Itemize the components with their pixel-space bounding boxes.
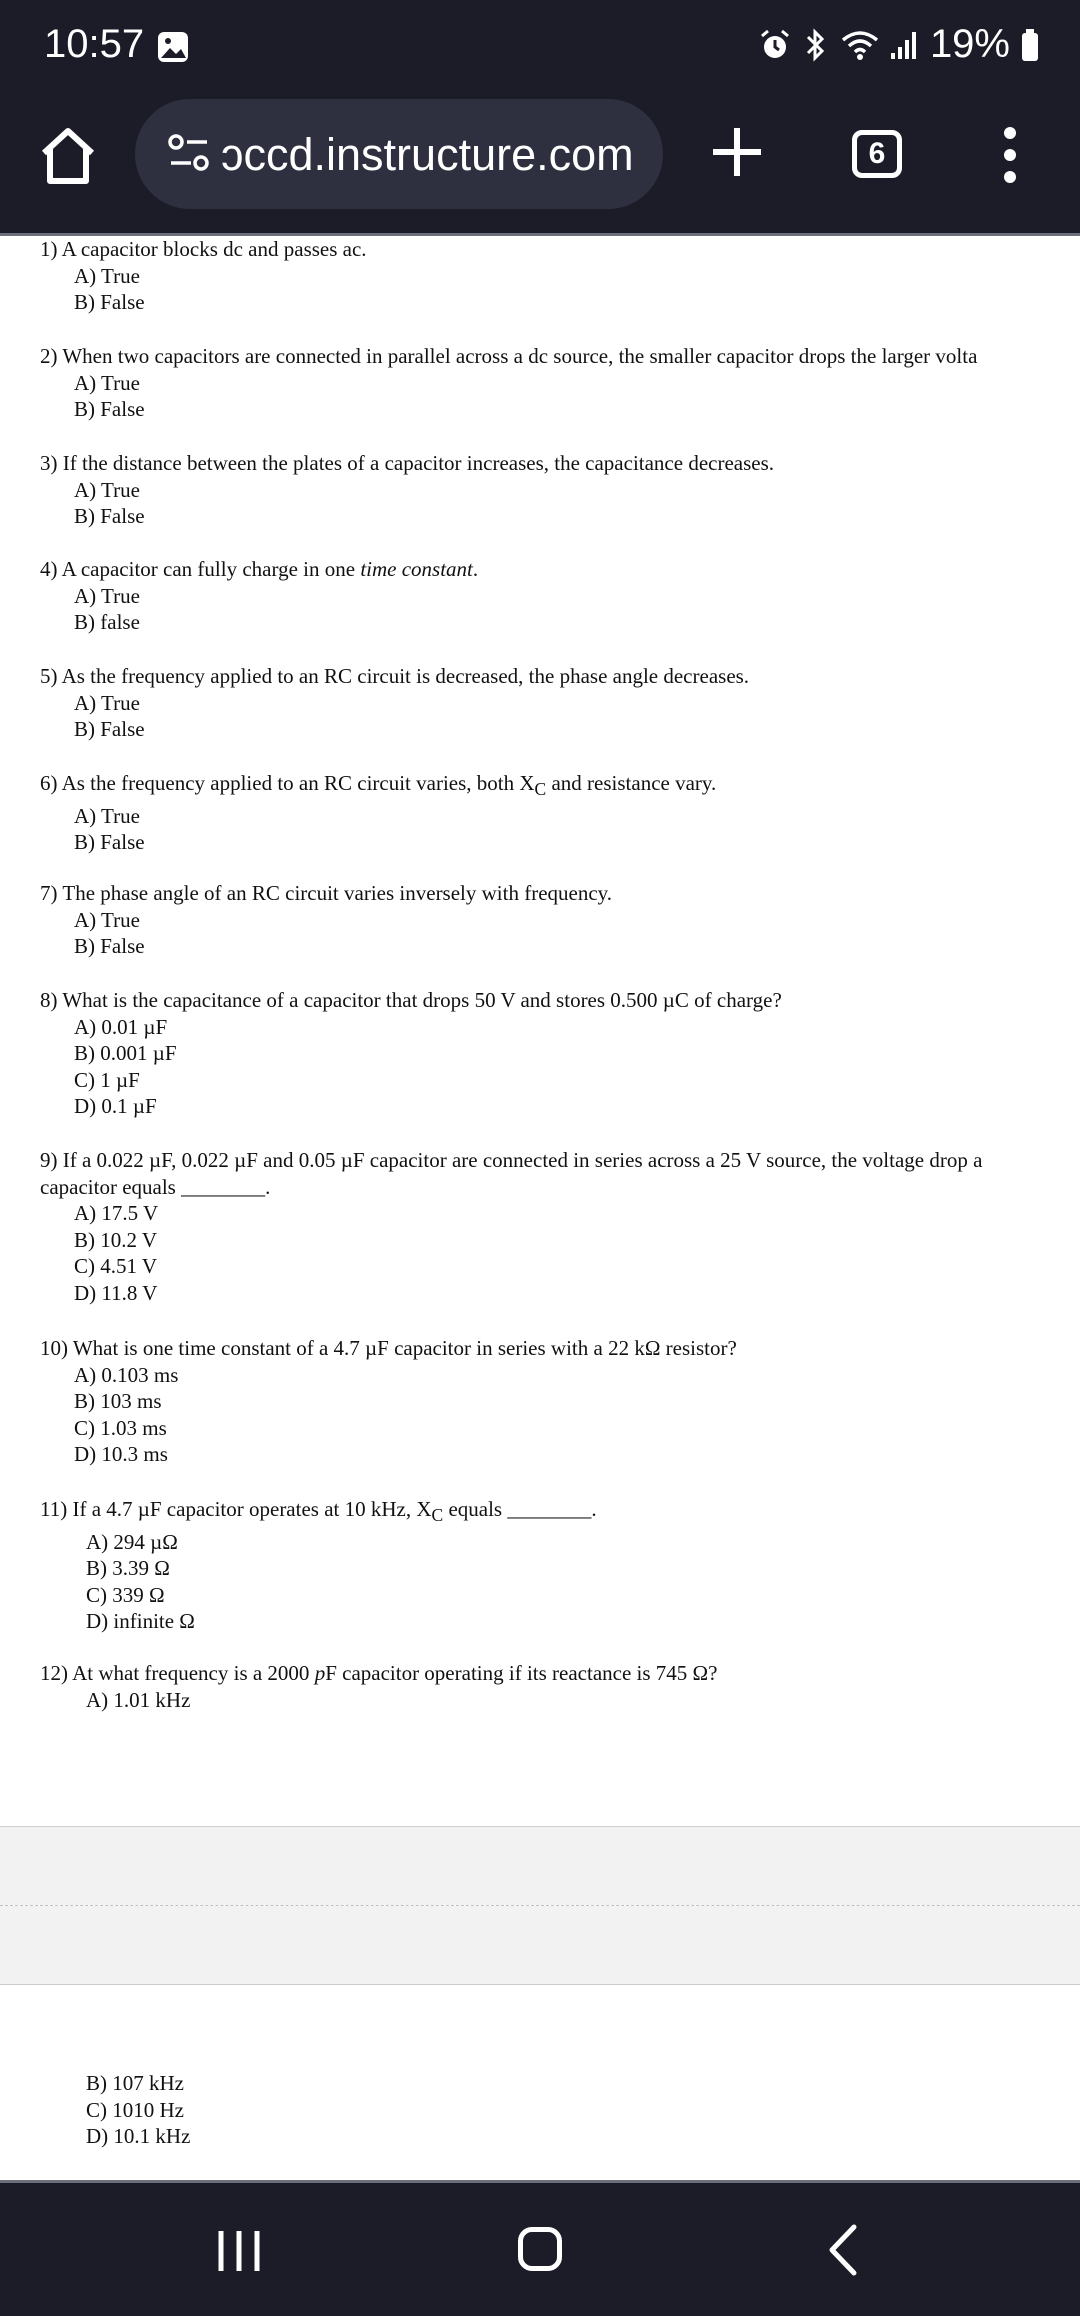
question-text: 4) A capacitor can fully charge in one time constant. [40,557,479,581]
signal-icon [890,29,920,61]
question-text: 12) At what frequency is a 2000 pF capacitor operating if its reactance is 745 Ω? [40,1661,718,1685]
question-2 [40,343,977,423]
answer-option[interactable]: A) 0.01 µF [74,1014,168,1039]
question-12-continued [40,2070,190,2150]
status-time: 10:57 [44,22,145,66]
answer-option[interactable]: B) 10.2 V [74,1227,158,1252]
question-text: 7) The phase angle of an RC circuit varies inversely with frequency. [40,881,613,905]
question-10 [40,1335,737,1468]
answer-option[interactable]: D) 11.8 V [74,1280,158,1305]
battery-icon [1020,28,1040,62]
wifi-icon [840,28,880,62]
answer-option[interactable]: A) True [74,263,140,288]
question-3 [40,450,774,530]
answer-option[interactable]: D) 10.3 ms [74,1442,168,1466]
status-bar [0,0,1080,95]
question-text: 6) As the frequency applied to an RC circuit varies, both $X_C$ and resistance vary. [40,771,717,800]
address-bar[interactable] [135,99,663,209]
answer-option[interactable]: B) False [74,934,145,958]
question-text: 9) If a 0.022 µF, 0.022 µF and 0.05 µF capacitor are connected in series across a 25 V source, the voltage drop a [40,1148,983,1172]
browser-toolbar [0,95,1080,233]
answer-option[interactable]: B) 3.39 Ω [86,1556,170,1581]
answer-option[interactable]: B) 103 ms [74,1389,162,1413]
answer-option[interactable]: A) True [74,583,140,608]
alarm-icon [758,28,792,62]
question-8 [40,987,782,1120]
answer-option[interactable]: B) False [74,504,145,528]
battery-percent: 19% [929,22,1010,66]
menu-icon[interactable] [995,125,1025,185]
nav-home-button[interactable] [518,2227,562,2271]
new-tab-icon[interactable] [710,125,764,179]
question-text: 8) What is the capacitance of a capacitor that drops 50 V and stores 0.500 µC of charge? [40,988,782,1012]
answer-option[interactable]: C) 4.51 V [74,1254,158,1278]
answer-option[interactable]: A) 0.103 ms [74,1362,179,1387]
question-text-continued: capacitor equals ________. [40,1174,271,1199]
answer-option[interactable]: A) True [74,370,140,395]
answer-option[interactable]: D) infinite Ω [86,1609,195,1634]
question-4 [40,556,478,636]
question-text: 10) What is one time constant of a 4.7 µF capacitor in series with a 22 kΩ resistor? [40,1336,737,1360]
question-11 [40,1496,597,1635]
question-1 [40,236,367,316]
gallery-icon [156,30,190,64]
answer-option[interactable]: C) 1010 Hz [86,2097,184,2122]
recent-apps-icon[interactable] [216,2229,262,2273]
home-icon[interactable] [38,123,98,189]
page-break-bottom [0,1906,1080,1985]
question-7 [40,880,612,960]
answer-option[interactable]: B) False [74,397,145,421]
bluetooth-icon [802,27,830,63]
answer-option[interactable]: A) True [74,477,140,502]
page-break-top [0,1826,1080,1905]
answer-option[interactable]: B) False [74,717,145,741]
answer-option[interactable]: A) 17.5 V [74,1201,159,1225]
answer-option[interactable]: C) 1.03 ms [74,1415,167,1440]
status-icons [758,22,1040,67]
site-settings-icon[interactable] [167,133,211,173]
answer-option[interactable]: A) 294 µΩ [86,1529,178,1554]
answer-option[interactable]: C) 339 Ω [86,1582,165,1607]
answer-option[interactable]: B) false [74,610,140,634]
answer-option[interactable]: A) True [74,803,140,828]
page-content [0,236,1080,1829]
tab-switcher-button[interactable]: 6 [852,130,902,178]
answer-option[interactable]: B) False [74,290,145,314]
question-5 [40,663,749,743]
question-text: 2) When two capacitors are connected in parallel across a dc source, the smaller capacitor drops the larger volta [40,344,978,368]
answer-option[interactable]: A) 1.01 kHz [86,1687,191,1712]
answer-option[interactable]: D) 10.1 kHz [86,2124,191,2148]
question-text: 5) As the frequency applied to an RC circuit is decreased, the phase angle decreases. [40,664,750,688]
answer-option[interactable]: B) 107 kHz [86,2071,184,2095]
question-12 [40,1660,717,1713]
back-icon[interactable] [828,2223,858,2277]
answer-option[interactable]: B) False [74,830,145,855]
question-text: 3) If the distance between the plates of a capacitor increases, the capacitance decreases. [40,451,775,475]
answer-option[interactable]: D) 0.1 µF [74,1094,157,1118]
answer-option[interactable]: C) 1 µF [74,1067,140,1092]
system-nav-bar [0,2180,1080,2316]
answer-option[interactable]: A) True [74,690,140,715]
answer-option[interactable]: B) 0.001 µF [74,1041,177,1065]
question-text: 11) If a 4.7 µF capacitor operates at 10 kHz, $X_C$ equals ________. [40,1497,597,1526]
question-text: 1) A capacitor blocks dc and passes ac. [40,237,367,261]
answer-option[interactable]: A) True [74,907,140,932]
question-6 [40,770,716,856]
question-9 [40,1147,982,1306]
url-text[interactable]: ɔccd.instructure.com [221,129,634,180]
